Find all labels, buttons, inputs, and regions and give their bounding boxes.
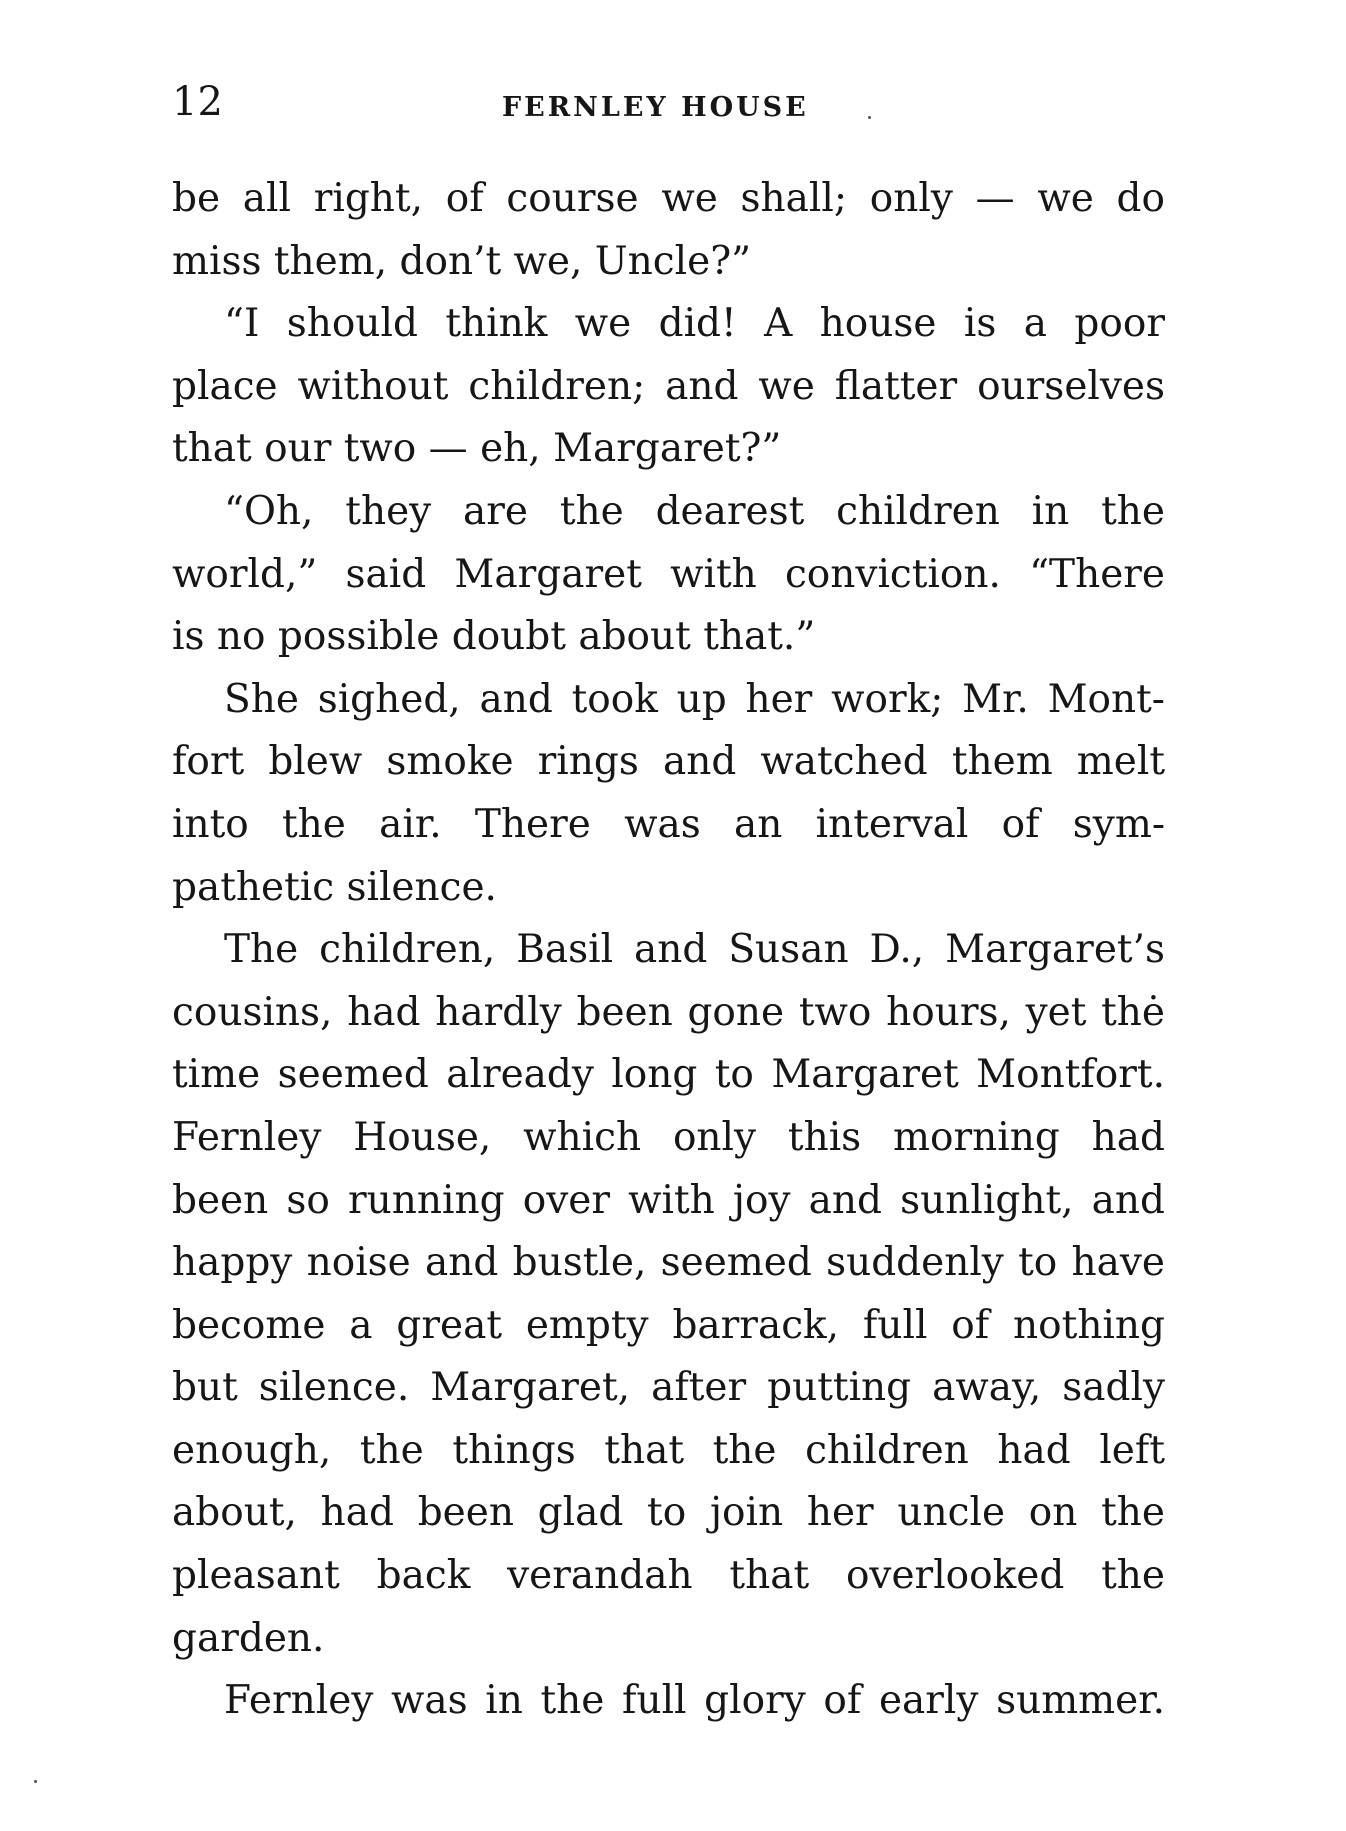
text-line: happy noise and bustle, seemed suddenly to have xyxy=(172,1240,1165,1286)
running-title: FERNLEY HOUSE xyxy=(502,92,809,123)
text-line: Fernley House, which only this morning had xyxy=(172,1114,1165,1160)
text-line: been so running over with joy and sunlight, and xyxy=(172,1177,1165,1223)
text-line: that our two — eh, Margaret?” xyxy=(172,426,782,472)
text-line: time seemed already long to Margaret Montfort. xyxy=(172,1052,1165,1098)
text-line: garden. xyxy=(172,1615,325,1661)
text-line: pleasant back verandah that overlooked the xyxy=(172,1553,1165,1599)
text-line: be all right, of course we shall; only — we do xyxy=(172,176,1165,221)
body-text xyxy=(172,168,1165,1733)
text-line: cousins, had hardly been gone two hours, yet thė xyxy=(172,989,1165,1035)
text-line: Fernley was in the full glory of early summer. xyxy=(224,1678,1165,1724)
text-line: fort blew smoke rings and watched them melt xyxy=(172,739,1165,785)
text-line: about, had been glad to join her uncle on the xyxy=(172,1490,1165,1536)
text-line: She sighed, and took up her work; Mr. Mont- xyxy=(224,676,1165,722)
text-line: but silence. Margaret, after putting away, sadly xyxy=(172,1365,1165,1411)
running-head xyxy=(172,72,1172,132)
page-number: 12 xyxy=(172,79,223,125)
text-line: is no possible doubt about that.” xyxy=(172,614,816,660)
print-speck xyxy=(868,116,871,119)
text-line: place without children; and we flatter ourselves xyxy=(172,363,1165,409)
text-line: The children, Basil and Susan D., Margaret’s xyxy=(224,927,1165,973)
print-speck xyxy=(34,1780,37,1783)
text-line: pathetic silence. xyxy=(172,864,497,910)
text-line: world,” said Margaret with conviction. “There xyxy=(172,551,1165,597)
text-line: miss them, don’t we, Uncle?” xyxy=(172,238,752,284)
text-line: “Oh, they are the dearest children in the xyxy=(224,488,1165,534)
text-line: into the air. There was an interval of sym- xyxy=(172,801,1165,847)
text-line: become a great empty barrack, full of nothing xyxy=(172,1302,1165,1348)
text-line: “I should think we did! A house is a poor xyxy=(224,301,1165,347)
text-line: enough, the things that the children had left xyxy=(172,1427,1165,1473)
